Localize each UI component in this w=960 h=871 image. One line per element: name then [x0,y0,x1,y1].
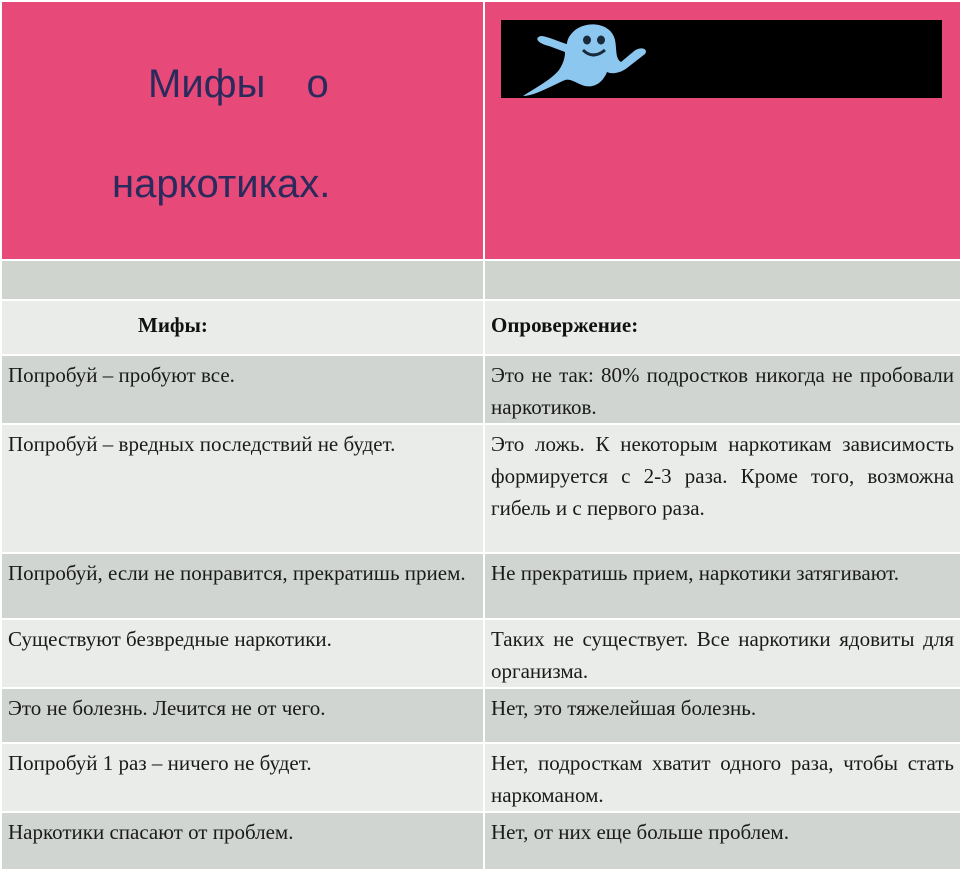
myth-cell: Попробуй – пробуют все. [8,363,235,387]
table-row [1,812,960,870]
title-cell [1,1,484,260]
myth-cell: Это не болезнь. Лечится не от чего. [8,696,326,720]
spacer-cell-right [484,260,960,300]
table-row [1,355,960,424]
page-title [2,2,483,259]
myth-cell: Попробуй 1 раз – ничего не будет. [8,751,312,775]
myth-cell: Наркотики спасают от проблем. [8,820,294,844]
spacer-cell-left [1,260,484,300]
title-line-1: Мифы о [148,62,329,106]
myth-cell: Попробуй – вредных последствий не будет. [8,432,396,456]
myth-cell: Попробуй, если не понравится, прекратишь прием. [8,561,466,585]
column-label-myths: Мифы: [138,313,208,337]
table-row [1,743,960,812]
column-header-myths [1,300,484,355]
rebuttal-cell: Нет, подросткам хватит одного раза, чтобы стать наркоманом. [491,751,954,807]
ghost-icon [515,22,665,98]
rebuttal-cell: Нет, от них еще больше проблем. [491,820,789,844]
rebuttal-cell: Не прекратишь прием, наркотики затягивают. [491,561,900,585]
column-header-rebuttal [484,300,960,355]
column-header-row [1,300,960,355]
rebuttal-cell: Это не так: 80% подростков никогда не пробовали наркотиков. [491,363,954,419]
table-row [1,688,960,743]
spacer-row [1,260,960,300]
black-banner [501,20,942,98]
banner-cell [484,1,960,260]
table-row [1,553,960,619]
rebuttal-cell: Таких не существует. Все наркотики ядовиты для организма. [491,627,954,683]
table-row [1,424,960,553]
rebuttal-cell: Это ложь. К некоторым наркотикам зависимость формируется с 2-3 раза. Кроме того, возможна гибель и с первого раза. [491,432,954,520]
table-row [1,619,960,688]
header-row [1,1,960,260]
myth-cell: Существуют безвредные наркотики. [8,627,332,651]
column-label-rebuttal: Опровержение: [491,313,639,337]
rebuttal-cell: Нет, это тяжелейшая болезнь. [491,696,757,720]
title-line-2: наркотиках. [112,162,331,206]
